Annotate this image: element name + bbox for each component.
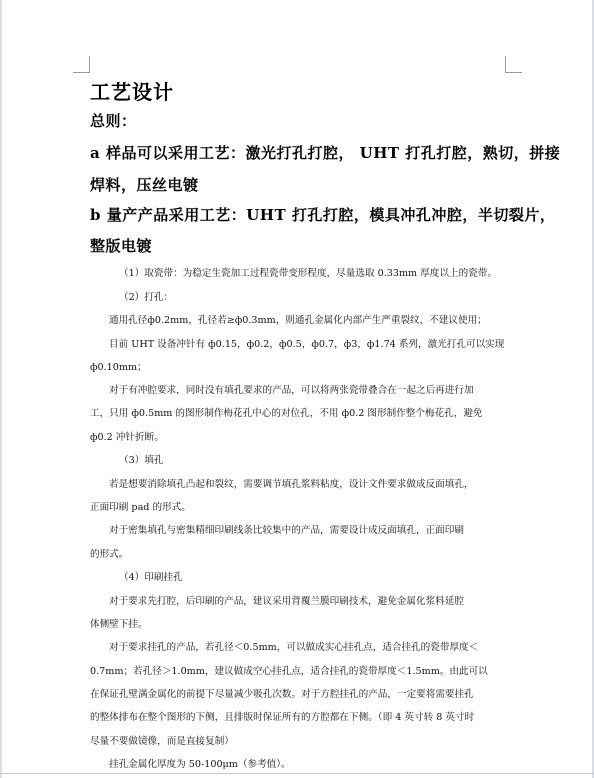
paragraph-heading-2: （2）打孔： <box>119 292 174 303</box>
paragraph-line: ф0.2 冲针折断。 <box>90 432 164 443</box>
section-b-line-2: 整版电镀 <box>90 237 153 255</box>
document-page <box>2 0 592 778</box>
paragraph-line: 对于要求挂孔的产品，若孔径＜0.5mm，可以做成实心挂孔点，适合挂孔的瓷带厚度＜ <box>109 642 479 653</box>
paragraph-line: 挂孔金属化厚度为 50-100μm（参考值）。 <box>109 759 291 770</box>
paragraph-line: 0.7mm；若孔径＞1.0mm，建议做成空心挂孔点，适合挂孔的瓷带厚度＜1.5mm。由此可以 <box>90 666 488 677</box>
paragraph-line: 通用孔径ф0.2mm，孔径若≥ф0.3mm，则通孔金属化内部产生严重裂纹，不建议使用； <box>109 315 487 326</box>
paragraph-line: 目前 UHT 设备冲针有 ф0.15，ф0.2，ф0.5，ф0.7，ф3，ф1.74 系列，激光打孔可以实现 <box>109 339 505 350</box>
crop-mark-top-left <box>73 56 90 73</box>
page-bottom-border <box>0 773 594 774</box>
paragraph-line: 对于要求先打腔，后印刷的产品，建议采用背覆兰膜印刷技术，避免金属化浆料延腔 <box>109 596 464 607</box>
paragraph-line: 的整体排布在整个图形的下侧，且排版时保证所有的方腔都在下侧。（即 4 英寸转 8 英寸时 <box>90 712 475 723</box>
section-a-line-2: 焊料，压丝电镀 <box>90 176 199 194</box>
paragraph-line: 对于有冲腔要求，同时没有填孔要求的产品，可以将两张瓷带叠合在一起之后再进行加 <box>109 385 474 396</box>
paragraph-line: 在保证孔壁满金属化的前提下尽量减少吸孔次数。对于方腔挂孔的产品，一定要将需要挂孔 <box>90 689 474 700</box>
section-b-line-1: b 量产产品采用工艺：UHT 打孔打腔，模具冲孔冲腔，半切裂片， <box>90 206 556 224</box>
paragraph-line: 正面印刷 pad 的形式。 <box>90 502 191 513</box>
paragraph-line: 对于密集填孔与密集精细印刷线条比较集中的产品，需要设计成反面填孔，正面印刷 <box>109 525 464 536</box>
general-heading: 总则： <box>90 112 137 130</box>
paragraph-line: 的形式。 <box>90 549 129 560</box>
paragraph-line: ф0.10mm； <box>90 362 147 373</box>
crop-mark-top-right <box>505 56 522 73</box>
section-a-line-1: a 样品可以采用工艺：激光打孔打腔， UHT 打孔打腔，熟切，拼接 <box>90 144 561 162</box>
paragraph-item-1: （1）取瓷带：为稳定生瓷加工过程瓷带变形程度，尽量选取 0.33mm 厚度以上的瓷带。 <box>119 268 497 279</box>
paragraph-line: 若是想要消除填孔凸起和裂纹，需要调节填孔浆料粘度，设计文件要求做成反面填孔， <box>109 479 474 490</box>
paragraph-line: 工，只用 ф0.5mm 的图形制作梅花孔中心的对位孔，不用 ф0.2 图形制作整个梅花孔，避免 <box>90 408 483 419</box>
paragraph-heading-3: （3）填孔 <box>119 455 164 466</box>
paragraph-heading-4: （4）印刷挂孔 <box>119 572 183 583</box>
paragraph-line: 体侧壁下挂。 <box>90 619 148 630</box>
document-title: 工艺设计 <box>90 80 174 104</box>
paragraph-line: 尽量不要做镜像，而是直接复制） <box>90 736 234 747</box>
